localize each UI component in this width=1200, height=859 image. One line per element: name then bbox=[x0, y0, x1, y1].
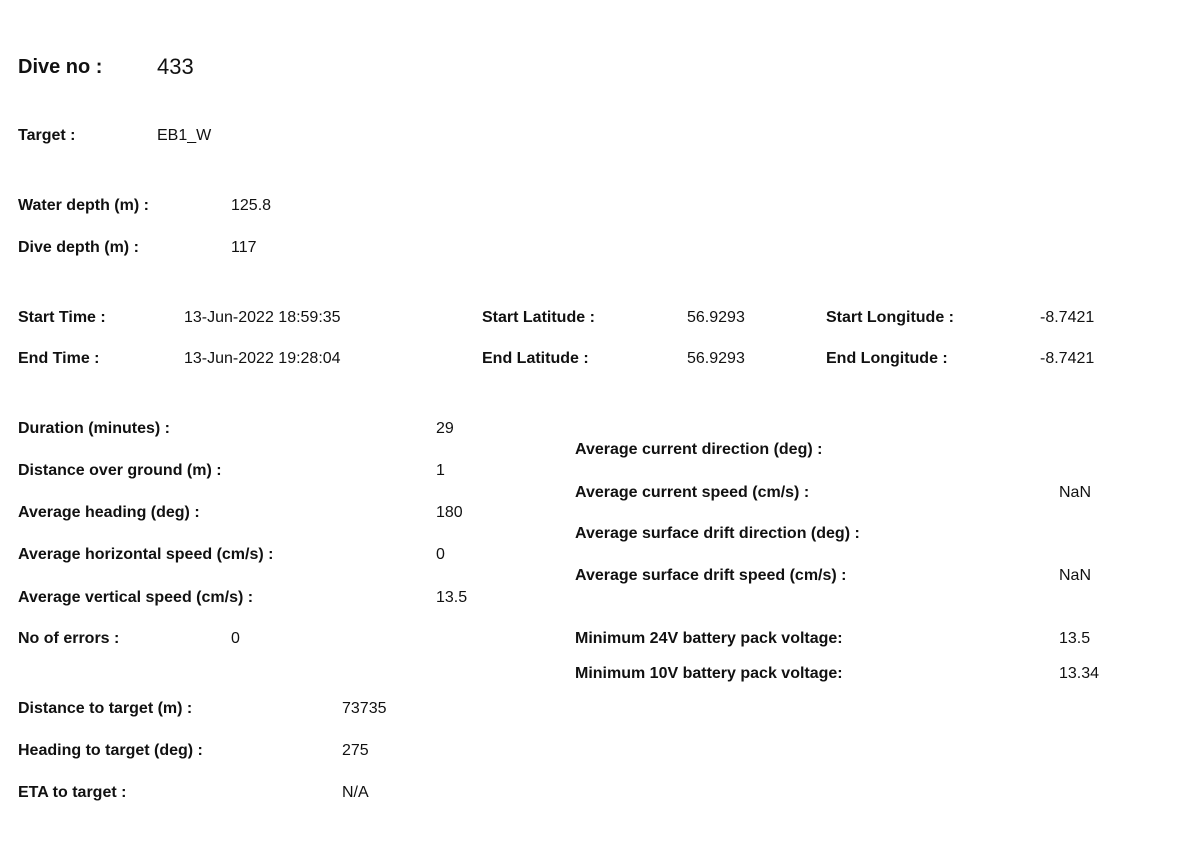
start-longitude-label: Start Longitude : bbox=[826, 309, 954, 326]
eta-to-target-label: ETA to target : bbox=[18, 784, 127, 801]
current-direction-label: Average current direction (deg) : bbox=[575, 441, 823, 458]
average-heading-value: 180 bbox=[436, 504, 463, 521]
distance-over-ground-label: Distance over ground (m) : bbox=[18, 462, 222, 479]
average-horizontal-speed-label: Average horizontal speed (cm/s) : bbox=[18, 546, 274, 563]
end-latitude-label: End Latitude : bbox=[482, 350, 589, 367]
start-longitude-value: -8.7421 bbox=[1040, 309, 1095, 326]
end-latitude-value: 56.9293 bbox=[687, 350, 745, 367]
start-latitude-value: 56.9293 bbox=[687, 309, 745, 326]
heading-to-target-value: 275 bbox=[342, 742, 369, 759]
distance-to-target-label: Distance to target (m) : bbox=[18, 700, 193, 717]
target-label: Target : bbox=[18, 127, 76, 144]
surface-drift-speed-value: NaN bbox=[1059, 567, 1092, 584]
duration-label: Duration (minutes) : bbox=[18, 420, 170, 437]
dive-no-value: 433 bbox=[157, 54, 194, 79]
battery-24v-label: Minimum 24V battery pack voltage: bbox=[575, 630, 843, 647]
water-depth-value: 125.8 bbox=[231, 197, 272, 214]
end-longitude-label: End Longitude : bbox=[826, 350, 948, 367]
start-time-label: Start Time : bbox=[18, 309, 106, 326]
target-value: EB1_W bbox=[157, 127, 212, 144]
errors-value: 0 bbox=[231, 630, 240, 647]
dive-depth-value: 117 bbox=[231, 239, 257, 256]
distance-to-target-value: 73735 bbox=[342, 700, 387, 717]
distance-over-ground-value: 1 bbox=[436, 462, 445, 479]
surface-drift-speed-label: Average surface drift speed (cm/s) : bbox=[575, 567, 847, 584]
duration-value: 29 bbox=[436, 420, 454, 437]
water-depth-label: Water depth (m) : bbox=[18, 197, 149, 214]
average-vertical-speed-label: Average vertical speed (cm/s) : bbox=[18, 589, 254, 606]
average-heading-label: Average heading (deg) : bbox=[18, 504, 200, 521]
end-longitude-value: -8.7421 bbox=[1040, 350, 1095, 367]
errors-label: No of errors : bbox=[18, 630, 120, 647]
average-horizontal-speed-value: 0 bbox=[436, 546, 445, 563]
heading-to-target-label: Heading to target (deg) : bbox=[18, 742, 203, 759]
start-latitude-label: Start Latitude : bbox=[482, 309, 595, 326]
surface-drift-direction-label: Average surface drift direction (deg) : bbox=[575, 525, 860, 542]
start-time-value: 13-Jun-2022 18:59:35 bbox=[184, 309, 341, 326]
current-speed-label: Average current speed (cm/s) : bbox=[575, 484, 810, 501]
dive-depth-label: Dive depth (m) : bbox=[18, 239, 139, 256]
dive-no-label: Dive no : bbox=[18, 56, 103, 78]
current-speed-value: NaN bbox=[1059, 484, 1092, 501]
battery-10v-value: 13.34 bbox=[1059, 665, 1100, 682]
end-time-value: 13-Jun-2022 19:28:04 bbox=[184, 350, 341, 367]
battery-10v-label: Minimum 10V battery pack voltage: bbox=[575, 665, 843, 682]
battery-24v-value: 13.5 bbox=[1059, 630, 1091, 647]
eta-to-target-value: N/A bbox=[342, 784, 369, 801]
end-time-label: End Time : bbox=[18, 350, 100, 367]
average-vertical-speed-value: 13.5 bbox=[436, 589, 468, 606]
